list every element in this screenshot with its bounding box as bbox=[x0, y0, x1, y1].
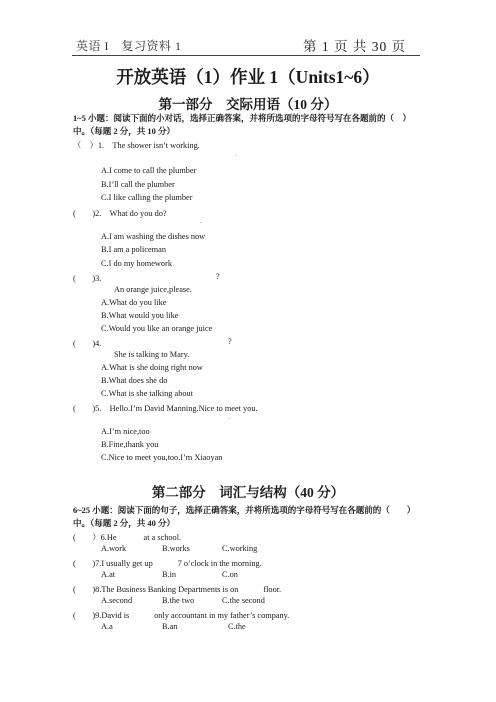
header-divider bbox=[72, 55, 420, 56]
part1-heading: 第一部分 交际用语（10 分） bbox=[158, 97, 338, 112]
page-title: 开放英语（1）作业 1（Units1~6） bbox=[116, 67, 380, 87]
question-6-option-b: B.works bbox=[162, 544, 190, 553]
question-7-option-c: C.on bbox=[222, 570, 238, 579]
question-9-option-a: A.a bbox=[101, 622, 113, 631]
question-4-mark: ? bbox=[228, 337, 232, 346]
question-8-stem: ( )8.The Business Banking Departments is on floor. bbox=[73, 585, 282, 594]
header-doc-label: 英语 I 复习资料 1 bbox=[76, 39, 182, 53]
question-5-option-b: B.Fine,thank you bbox=[101, 440, 159, 449]
answer-blank-mark: . bbox=[200, 217, 202, 225]
question-3-mark: ? bbox=[216, 272, 220, 281]
answer-blank-mark: . bbox=[235, 150, 237, 158]
question-7-option-a: A.at bbox=[101, 570, 116, 579]
question-6-option-c: C.working bbox=[222, 544, 258, 553]
part2-heading: 第二部分 词汇与结构（40 分） bbox=[151, 485, 345, 500]
question-3-option-a: A.What do you like bbox=[101, 298, 167, 307]
question-1-option-c: C.I like calling the plumber bbox=[101, 193, 193, 202]
question-9-option-c: C.the bbox=[228, 622, 246, 631]
question-2-option-b: B.I am a policeman bbox=[101, 245, 166, 254]
part1-instructions-line1: 1~5 小题：阅读下面的小对话，选择正确答案，并将所选项的字母符号写在各题前的（ ） bbox=[73, 113, 412, 123]
question-5-option-a: A.I’m nice,too bbox=[101, 427, 150, 436]
question-5-stem: ( )5. Hello.I’m David Manning.Nice to meet you. bbox=[73, 404, 258, 413]
header-page-number: 第 1 页 共 30 页 bbox=[303, 39, 407, 54]
question-8-option-b: B.the two bbox=[162, 596, 195, 605]
question-3-option-b: B.What would you like bbox=[101, 311, 179, 320]
answer-blank-mark: . bbox=[228, 413, 230, 421]
question-1-option-a: A.I come to call the plumber bbox=[101, 166, 197, 175]
question-2-option-a: A.I am washing the dishes now bbox=[101, 232, 206, 241]
question-3-option-c: C.Would you like an orange juice bbox=[101, 324, 213, 333]
part2-instructions-line1: 6~25 小题：阅读下面的句子，选择正确答案，并将所选项的字母符号写在各题前的（ ） bbox=[73, 505, 416, 515]
question-9-stem: ( )9.David is only accountant in my father’s company. bbox=[73, 611, 290, 620]
question-8-option-c: C.the second bbox=[222, 596, 265, 605]
question-3-stem: ( )3. bbox=[73, 274, 102, 283]
question-4-stem: ( )4. bbox=[73, 339, 102, 348]
question-3-reply: An orange juice,please. bbox=[114, 285, 192, 294]
question-4-option-b: B.What does she do bbox=[101, 376, 168, 385]
question-7-stem: ( )7.I usually get up 7 o’clock in the morning. bbox=[73, 559, 262, 568]
question-6-option-a: A.work bbox=[101, 544, 127, 553]
question-9-option-b: B.an bbox=[162, 622, 178, 631]
part2-instructions-line2: 中。（每题 2 分，共 40 分） bbox=[73, 518, 176, 528]
question-5-option-c: C.Nice to meet you,too.I’m Xiaoyan bbox=[101, 453, 223, 462]
question-4-option-a: A.What is she doing right now bbox=[101, 363, 203, 372]
question-7-option-b: B.in bbox=[162, 570, 177, 579]
question-4-reply: She is talking to Mary. bbox=[114, 350, 190, 359]
question-2-stem: ( )2. What do you do? bbox=[73, 209, 167, 218]
question-1-option-b: B.I’ll call the plumber bbox=[101, 180, 175, 189]
part1-instructions-line2: 中。（每题 2 分，共 10 分） bbox=[73, 126, 176, 136]
question-6-stem: ( ）6.He at a school. bbox=[73, 533, 182, 542]
question-2-option-c: C.I do my homework bbox=[101, 259, 172, 268]
question-1-stem: （ ）1. The shower isn’t working. bbox=[73, 141, 200, 150]
question-4-option-c: C.What is she talking about bbox=[101, 389, 193, 398]
question-8-option-a: A.second bbox=[101, 596, 133, 605]
